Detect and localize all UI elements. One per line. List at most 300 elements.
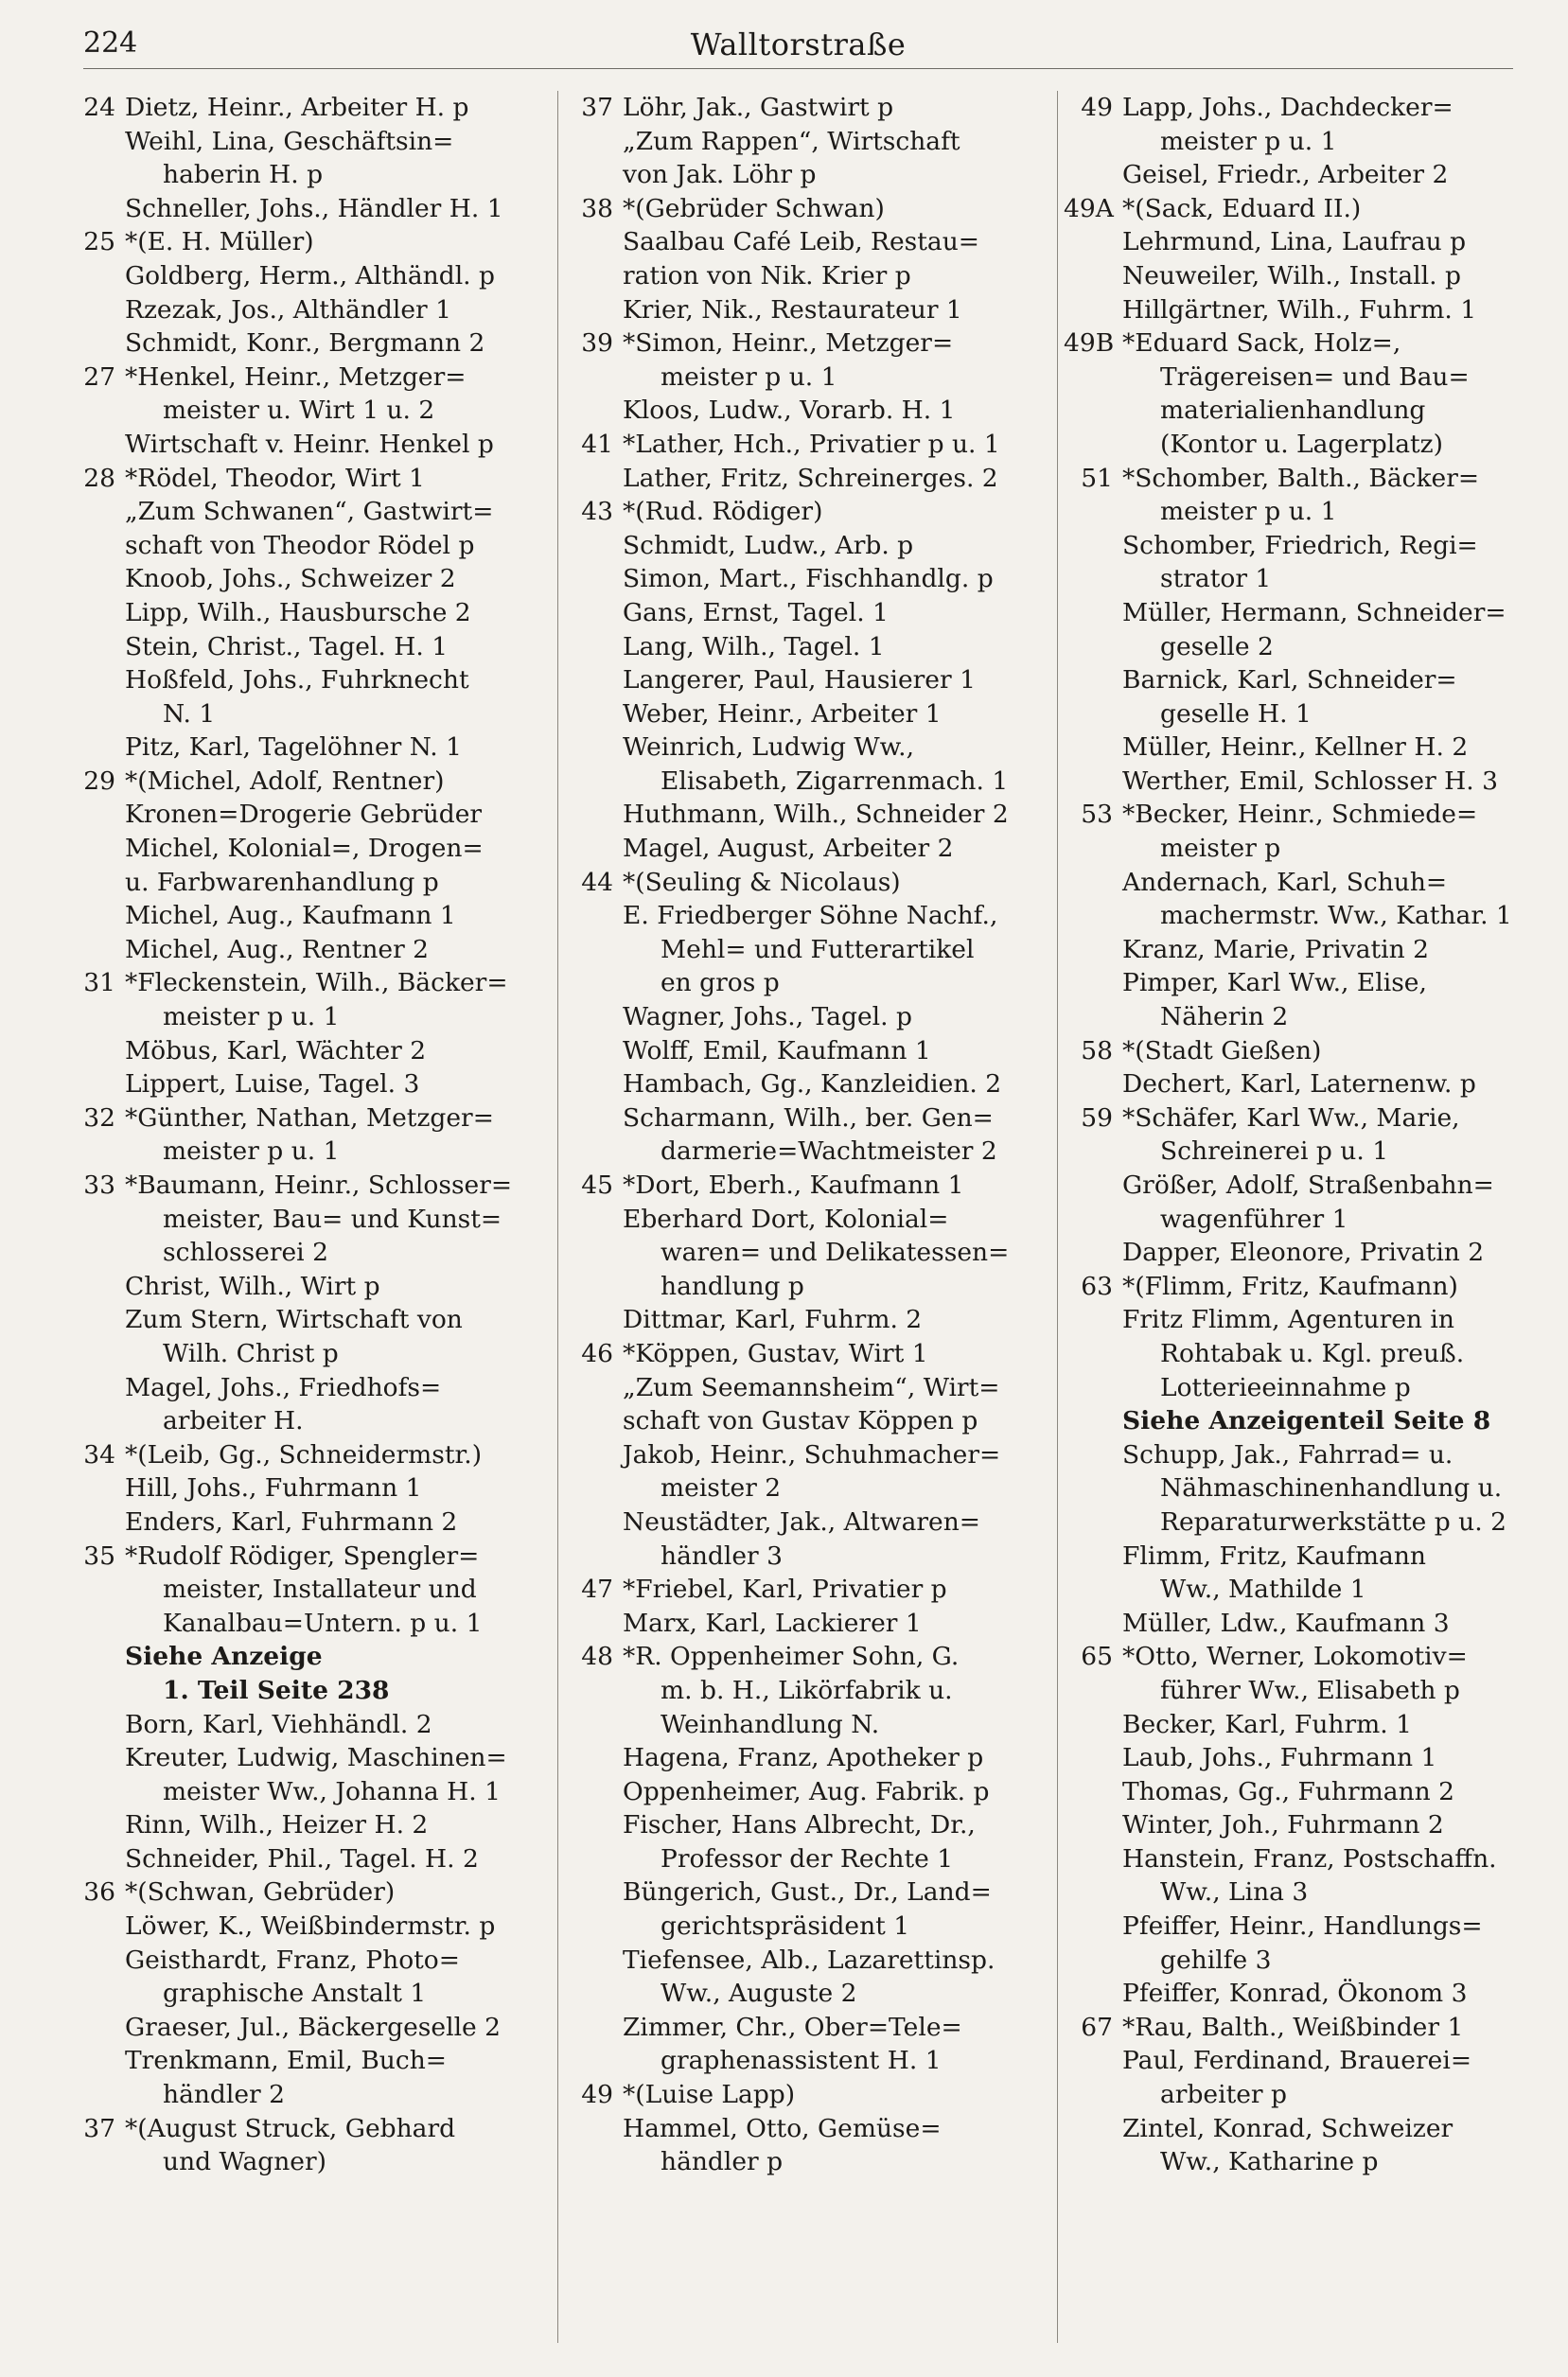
directory-line bbox=[1064, 1910, 1551, 1944]
directory-line bbox=[66, 1607, 551, 1641]
directory-line bbox=[66, 1236, 551, 1270]
entry-text: Michel, Aug., Kaufmann 1 bbox=[125, 901, 456, 931]
house-number-entry bbox=[564, 2078, 1051, 2112]
directory-line bbox=[1064, 1505, 1551, 1540]
directory-line bbox=[564, 1404, 1051, 1438]
house-number: 25 bbox=[83, 227, 115, 257]
house-number-entry bbox=[1064, 91, 1551, 125]
entry-text: geselle 2 bbox=[1160, 631, 1274, 661]
entry-text: Zimmer, Chr., Ober=Tele= bbox=[623, 2012, 962, 2042]
house-number: 41 bbox=[581, 429, 613, 459]
entry-text: Gans, Ernst, Tagel. 1 bbox=[623, 597, 889, 627]
entry-text: *Eduard Sack, Holz=, bbox=[1122, 328, 1401, 359]
entry-text: Geisel, Friedr., Arbeiter 2 bbox=[1122, 160, 1449, 190]
entry-text: *Lather, Hch., Privatier p u. 1 bbox=[623, 429, 1000, 459]
directory-line bbox=[66, 495, 551, 529]
directory-line bbox=[66, 1067, 551, 1101]
entry-text: Wagner, Johs., Tagel. p bbox=[623, 1002, 912, 1032]
entry-text: Stein, Christ., Tagel. H. 1 bbox=[125, 631, 449, 661]
entry-text: Scharmann, Wilh., ber. Gen= bbox=[623, 1102, 994, 1133]
entry-text: Trenkmann, Emil, Buch= bbox=[125, 2046, 447, 2076]
directory-line bbox=[66, 562, 551, 596]
entry-text: Schmidt, Ludw., Arb. p bbox=[623, 530, 914, 560]
directory-line bbox=[1064, 1842, 1551, 1876]
entry-text: Thomas, Gg., Fuhrmann 2 bbox=[1122, 1776, 1455, 1806]
directory-line bbox=[1064, 697, 1551, 731]
directory-line bbox=[1064, 1371, 1551, 1405]
house-number-entry bbox=[66, 1169, 551, 1203]
entry-text: Pfeiffer, Heinr., Handlungs= bbox=[1122, 1911, 1483, 1942]
entry-text: materialienhandlung bbox=[1160, 396, 1426, 426]
directory-line bbox=[564, 663, 1051, 697]
entry-text: darmerie=Wachtmeister 2 bbox=[661, 1136, 997, 1167]
house-number: 36 bbox=[83, 1877, 115, 1908]
directory-line bbox=[1064, 596, 1551, 630]
house-number: 27 bbox=[83, 361, 115, 392]
entry-text: *(Schwan, Gebrüder) bbox=[125, 1877, 396, 1908]
entry-text: Knoob, Johs., Schweizer 2 bbox=[125, 564, 456, 594]
entry-text: Siehe Anzeige bbox=[125, 1642, 323, 1672]
entry-text: meister p bbox=[1160, 834, 1281, 864]
entry-text: Geisthardt, Franz, Photo= bbox=[125, 1945, 460, 1975]
house-number-entry bbox=[66, 91, 551, 125]
entry-text: strator 1 bbox=[1160, 564, 1272, 594]
directory-line bbox=[66, 2078, 551, 2112]
entry-text: *Baumann, Heinr., Schlosser= bbox=[125, 1171, 513, 1200]
entry-text: gerichtspräsident 1 bbox=[661, 1911, 910, 1942]
entry-text: Lotterieeinnahme p bbox=[1160, 1372, 1411, 1402]
entry-text: Zintel, Konrad, Schweizer bbox=[1122, 2113, 1453, 2143]
house-number: 29 bbox=[83, 766, 115, 796]
entry-text: schlosserei 2 bbox=[163, 1238, 328, 1268]
house-number: 49A bbox=[1064, 193, 1114, 223]
directory-line bbox=[66, 1842, 551, 1876]
directory-line bbox=[66, 933, 551, 967]
house-number: 34 bbox=[83, 1439, 115, 1470]
directory-line bbox=[564, 2011, 1051, 2045]
directory-line bbox=[564, 1910, 1051, 1944]
entry-text: Fischer, Hans Albrecht, Dr., bbox=[623, 1810, 976, 1840]
house-number: 49 bbox=[1081, 93, 1113, 122]
house-number-entry bbox=[1064, 1640, 1551, 1674]
directory-line bbox=[564, 1034, 1051, 1068]
entry-text: und Wagner) bbox=[163, 2147, 326, 2177]
directory-line bbox=[564, 596, 1051, 630]
entry-text: Kanalbau=Untern. p u. 1 bbox=[163, 1608, 483, 1638]
entry-text: Eberhard Dort, Kolonial= bbox=[623, 1204, 949, 1234]
entry-text: *(Rud. Rödiger) bbox=[623, 497, 823, 527]
entry-text: Hammel, Otto, Gemüse= bbox=[623, 2113, 942, 2143]
house-number: 63 bbox=[1081, 1271, 1113, 1301]
entry-text: Huthmann, Wilh., Schneider 2 bbox=[623, 800, 1009, 830]
entry-text: Pimper, Karl Ww., Elise, bbox=[1122, 968, 1427, 998]
entry-text: *Rudolf Rödiger, Spengler= bbox=[125, 1541, 480, 1571]
entry-text: arbeiter p bbox=[1160, 2080, 1287, 2110]
entry-text: *Köppen, Gustav, Wirt 1 bbox=[623, 1338, 928, 1368]
entry-text: Weinhandlung N. bbox=[661, 1709, 880, 1739]
entry-text: Werther, Emil, Schlosser H. 3 bbox=[1122, 766, 1498, 796]
house-number-entry bbox=[564, 1169, 1051, 1203]
house-number-entry bbox=[66, 1875, 551, 1910]
directory-line bbox=[1064, 1067, 1551, 1101]
directory-line bbox=[66, 259, 551, 293]
entry-text: Müller, Heinr., Kellner H. 2 bbox=[1122, 732, 1469, 763]
directory-line bbox=[564, 1067, 1051, 1101]
directory-line bbox=[1064, 1404, 1551, 1438]
entry-text: meister u. Wirt 1 u. 2 bbox=[163, 396, 435, 426]
entry-text: Hillgärtner, Wilh., Fuhrm. 1 bbox=[1122, 294, 1477, 325]
entry-text: Dietz, Heinr., Arbeiter H. p bbox=[125, 93, 469, 122]
entry-text: Krier, Nik., Restaurateur 1 bbox=[623, 294, 962, 325]
entry-text: *R. Oppenheimer Sohn, G. bbox=[623, 1642, 960, 1672]
entry-text: en gros p bbox=[661, 968, 780, 998]
entry-text: Neustädter, Jak., Altwaren= bbox=[623, 1506, 981, 1537]
house-number-entry bbox=[66, 1438, 551, 1472]
entry-text: Wilh. Christ p bbox=[163, 1338, 339, 1368]
directory-line bbox=[66, 697, 551, 731]
entry-text: Oppenheimer, Aug. Fabrik. p bbox=[623, 1776, 990, 1806]
house-number-entry bbox=[564, 192, 1051, 226]
directory-line bbox=[66, 1775, 551, 1809]
directory-line bbox=[1064, 1471, 1551, 1505]
directory-line bbox=[1064, 495, 1551, 529]
entry-text: Nähmaschinenhandlung u. bbox=[1160, 1473, 1503, 1504]
page-number: 224 bbox=[83, 26, 138, 60]
directory-line bbox=[66, 1471, 551, 1505]
entry-text: Kronen=Drogerie Gebrüder bbox=[125, 800, 483, 830]
house-number: 46 bbox=[581, 1338, 613, 1368]
entry-text: Hagena, Franz, Apotheker p bbox=[623, 1743, 984, 1773]
entry-text: Weinrich, Ludwig Ww., bbox=[623, 732, 914, 763]
directory-line bbox=[564, 1236, 1051, 1270]
entry-text: Winter, Joh., Fuhrmann 2 bbox=[1122, 1810, 1444, 1840]
entry-text: *(Seuling & Nicolaus) bbox=[623, 867, 901, 897]
directory-line bbox=[564, 529, 1051, 563]
directory-line bbox=[1064, 1203, 1551, 1237]
entry-text: Wolff, Emil, Kaufmann 1 bbox=[623, 1035, 931, 1065]
directory-column-2 bbox=[564, 91, 1051, 2343]
directory-line bbox=[66, 1505, 551, 1540]
directory-line bbox=[1064, 259, 1551, 293]
house-number-entry bbox=[564, 428, 1051, 462]
entry-text: schaft von Gustav Köppen p bbox=[623, 1406, 978, 1436]
entry-text: graphenassistent H. 1 bbox=[661, 2046, 942, 2076]
directory-line bbox=[1064, 293, 1551, 327]
entry-text: „Zum Seemannsheim“, Wirt= bbox=[623, 1372, 1000, 1402]
entry-text: Neuweiler, Wilh., Install. p bbox=[1122, 260, 1461, 291]
entry-text: Professor der Rechte 1 bbox=[661, 1843, 954, 1874]
entry-text: Näherin 2 bbox=[1160, 1002, 1289, 1032]
directory-line bbox=[1064, 1540, 1551, 1574]
entry-text: Michel, Kolonial=, Drogen= bbox=[125, 834, 484, 864]
entry-text: „Zum Schwanen“, Gastwirt= bbox=[125, 497, 494, 527]
directory-line bbox=[1064, 832, 1551, 866]
directory-line bbox=[1064, 1000, 1551, 1034]
house-number-entry bbox=[564, 866, 1051, 900]
directory-line bbox=[564, 1438, 1051, 1472]
directory-line bbox=[1064, 1944, 1551, 1978]
directory-line bbox=[564, 832, 1051, 866]
entry-text: machermstr. Ww., Kathar. 1 bbox=[1160, 901, 1512, 931]
directory-line bbox=[564, 731, 1051, 765]
directory-line bbox=[1064, 1303, 1551, 1337]
entry-text: Born, Karl, Viehhändl. 2 bbox=[125, 1709, 432, 1739]
directory-line bbox=[564, 1135, 1051, 1169]
entry-text: Andernach, Karl, Schuh= bbox=[1122, 867, 1448, 897]
house-number: 37 bbox=[83, 2113, 115, 2143]
entry-text: Dittmar, Karl, Fuhrm. 2 bbox=[623, 1305, 923, 1335]
entry-text: Schomber, Friedrich, Regi= bbox=[1122, 530, 1478, 560]
directory-line bbox=[66, 326, 551, 361]
house-number-entry bbox=[1064, 1101, 1551, 1136]
house-number-entry bbox=[66, 765, 551, 799]
directory-line bbox=[564, 1674, 1051, 1708]
directory-line bbox=[1064, 2145, 1551, 2179]
entry-text: Möbus, Karl, Wächter 2 bbox=[125, 1035, 427, 1065]
directory-line bbox=[1064, 1775, 1551, 1809]
directory-line bbox=[66, 2011, 551, 2045]
entry-text: arbeiter H. bbox=[163, 1406, 304, 1436]
directory-line bbox=[564, 1000, 1051, 1034]
directory-line bbox=[66, 1808, 551, 1842]
entry-text: Lipp, Wilh., Hausbursche 2 bbox=[125, 597, 471, 627]
entry-text: u. Farbwarenhandlung p bbox=[125, 867, 439, 897]
entry-text: Hambach, Gg., Kanzleidien. 2 bbox=[623, 1069, 1002, 1100]
directory-line bbox=[1064, 1708, 1551, 1742]
directory-line bbox=[66, 192, 551, 226]
entry-text: Pitz, Karl, Tagelöhner N. 1 bbox=[125, 732, 462, 763]
directory-line bbox=[564, 1842, 1051, 1876]
entry-text: Kranz, Marie, Privatin 2 bbox=[1122, 934, 1429, 964]
directory-line bbox=[66, 798, 551, 832]
entry-text: Hanstein, Franz, Postschaffn. bbox=[1122, 1843, 1497, 1874]
directory-line bbox=[1064, 966, 1551, 1000]
directory-line bbox=[564, 462, 1051, 496]
entry-text: *(Gebrüder Schwan) bbox=[623, 193, 885, 223]
house-number-entry bbox=[1064, 1270, 1551, 1304]
directory-line bbox=[66, 1640, 551, 1674]
directory-line bbox=[564, 259, 1051, 293]
entry-text: meister Ww., Johanna H. 1 bbox=[163, 1776, 501, 1806]
entry-text: ration von Nik. Krier p bbox=[623, 260, 911, 291]
directory-line bbox=[564, 1471, 1051, 1505]
directory-line bbox=[564, 1303, 1051, 1337]
house-number-entry bbox=[564, 1640, 1051, 1674]
entry-text: *(Luise Lapp) bbox=[623, 2080, 796, 2110]
entry-text: waren= und Delikatessen= bbox=[661, 1238, 1010, 1268]
entry-text: Dapper, Eleonore, Privatin 2 bbox=[1122, 1238, 1485, 1268]
directory-line bbox=[66, 1674, 551, 1708]
entry-text: Reparaturwerkstätte p u. 2 bbox=[1160, 1506, 1506, 1537]
directory-line bbox=[66, 731, 551, 765]
entry-text: Flimm, Fritz, Kaufmann bbox=[1122, 1541, 1426, 1571]
entry-text: Barnick, Karl, Schneider= bbox=[1122, 665, 1457, 695]
directory-line bbox=[66, 1741, 551, 1775]
entry-text: Weihl, Lina, Geschäftsin= bbox=[125, 126, 454, 156]
entry-text: meister p u. 1 bbox=[661, 361, 837, 392]
entry-text: *Fleckenstein, Wilh., Bäcker= bbox=[125, 968, 508, 998]
entry-text: Größer, Adolf, Straßenbahn= bbox=[1122, 1171, 1494, 1200]
house-number-entry bbox=[66, 966, 551, 1000]
directory-line bbox=[1064, 1337, 1551, 1371]
directory-line bbox=[1064, 361, 1551, 395]
directory-line bbox=[66, 1371, 551, 1405]
directory-line bbox=[564, 1741, 1051, 1775]
directory-line bbox=[564, 562, 1051, 596]
house-number: 33 bbox=[83, 1171, 115, 1200]
house-number: 45 bbox=[581, 1171, 613, 1200]
house-number: 35 bbox=[83, 1541, 115, 1571]
entry-text: Magel, August, Arbeiter 2 bbox=[623, 834, 954, 864]
directory-line bbox=[564, 394, 1051, 428]
entry-text: Michel, Aug., Rentner 2 bbox=[125, 934, 430, 964]
directory-line bbox=[66, 158, 551, 192]
house-number: 28 bbox=[83, 463, 115, 493]
entry-text: Trägereisen= und Bau= bbox=[1160, 361, 1470, 392]
house-number: 49 bbox=[581, 2080, 613, 2110]
entry-text: *(Sack, Eduard II.) bbox=[1122, 193, 1362, 223]
directory-line bbox=[564, 158, 1051, 192]
entry-text: meister, Bau= und Kunst= bbox=[163, 1204, 502, 1234]
entry-text: Laub, Johs., Fuhrmann 1 bbox=[1122, 1743, 1437, 1773]
directory-line bbox=[66, 596, 551, 630]
entry-text: *Günther, Nathan, Metzger= bbox=[125, 1102, 494, 1133]
house-number-entry bbox=[1064, 326, 1551, 361]
entry-text: *(Flimm, Fritz, Kaufmann) bbox=[1122, 1271, 1458, 1301]
entry-text: „Zum Rappen“, Wirtschaft bbox=[623, 126, 960, 156]
entry-text: Löwer, K., Weißbindermstr. p bbox=[125, 1911, 496, 1942]
house-number-entry bbox=[66, 361, 551, 395]
entry-text: *(Leib, Gg., Schneidermstr.) bbox=[125, 1439, 483, 1470]
house-number: 48 bbox=[581, 1642, 613, 1672]
entry-text: Rzezak, Jos., Althändler 1 bbox=[125, 294, 451, 325]
directory-line bbox=[1064, 933, 1551, 967]
house-number: 38 bbox=[581, 193, 613, 223]
entry-text: Siehe Anzeigenteil Seite 8 bbox=[1122, 1406, 1491, 1436]
directory-line bbox=[66, 293, 551, 327]
house-number: 65 bbox=[1081, 1642, 1113, 1672]
directory-line bbox=[1064, 1741, 1551, 1775]
entry-text: Hoßfeld, Johs., Fuhrknecht bbox=[125, 665, 469, 695]
entry-text: Fritz Flimm, Agenturen in bbox=[1122, 1305, 1454, 1335]
directory-line bbox=[1064, 731, 1551, 765]
directory-line bbox=[1064, 2078, 1551, 2112]
house-number-entry bbox=[1064, 462, 1551, 496]
entry-text: gehilfe 3 bbox=[1160, 1945, 1272, 1975]
directory-line bbox=[1064, 1875, 1551, 1910]
directory-line bbox=[66, 1708, 551, 1742]
directory-line bbox=[564, 1944, 1051, 1978]
house-number-entry bbox=[66, 462, 551, 496]
directory-line bbox=[66, 1977, 551, 2011]
directory-line bbox=[1064, 1169, 1551, 1203]
entry-text: *Rödel, Theodor, Wirt 1 bbox=[125, 463, 425, 493]
directory-line bbox=[564, 293, 1051, 327]
entry-text: Lapp, Johs., Dachdecker= bbox=[1122, 93, 1453, 122]
directory-line bbox=[66, 125, 551, 159]
house-number: 31 bbox=[83, 968, 115, 998]
directory-line bbox=[1064, 1573, 1551, 1607]
directory-line bbox=[1064, 428, 1551, 462]
directory-line bbox=[1064, 765, 1551, 799]
directory-line bbox=[66, 1944, 551, 1978]
entry-text: schaft von Theodor Rödel p bbox=[125, 530, 475, 560]
column-divider bbox=[1057, 91, 1058, 2343]
entry-text: Ww., Katharine p bbox=[1160, 2147, 1379, 2177]
directory-line bbox=[1064, 2112, 1551, 2146]
directory-line bbox=[66, 428, 551, 462]
house-number: 24 bbox=[83, 93, 115, 122]
house-number: 53 bbox=[1081, 800, 1113, 830]
directory-line bbox=[564, 1607, 1051, 1641]
house-number: 47 bbox=[581, 1575, 613, 1605]
directory-line bbox=[1064, 1607, 1551, 1641]
directory-line bbox=[1064, 1674, 1551, 1708]
house-number-entry bbox=[1064, 798, 1551, 832]
directory-line bbox=[66, 832, 551, 866]
directory-line bbox=[1064, 1135, 1551, 1169]
entry-text: *Henkel, Heinr., Metzger= bbox=[125, 361, 467, 392]
directory-line bbox=[1064, 225, 1551, 259]
street-name-heading: Walltorstraße bbox=[690, 26, 907, 62]
entry-text: meister p u. 1 bbox=[163, 1136, 340, 1167]
entry-text: Saalbau Café Leib, Restau= bbox=[623, 227, 979, 257]
directory-line bbox=[1064, 663, 1551, 697]
entry-text: meister p u. 1 bbox=[1160, 126, 1337, 156]
house-number-entry bbox=[66, 2112, 551, 2146]
entry-text: Schreinerei p u. 1 bbox=[1160, 1136, 1389, 1167]
house-number-entry bbox=[1064, 192, 1551, 226]
entry-text: *Otto, Werner, Lokomotiv= bbox=[1122, 1642, 1468, 1672]
house-number: 49B bbox=[1064, 328, 1115, 359]
entry-text: Rinn, Wilh., Heizer H. 2 bbox=[125, 1810, 429, 1840]
house-number-entry bbox=[564, 1573, 1051, 1607]
entry-text: Enders, Karl, Fuhrmann 2 bbox=[125, 1506, 458, 1537]
entry-text: Hill, Johs., Fuhrmann 1 bbox=[125, 1473, 422, 1504]
directory-line bbox=[564, 225, 1051, 259]
house-number-entry bbox=[1064, 2011, 1551, 2045]
entry-text: Rohtabak u. Kgl. preuß. bbox=[1160, 1338, 1465, 1368]
directory-line bbox=[564, 1977, 1051, 2011]
entry-text: Kreuter, Ludwig, Maschinen= bbox=[125, 1743, 507, 1773]
house-number-entry bbox=[66, 1540, 551, 1574]
directory-line bbox=[1064, 866, 1551, 900]
page-header bbox=[83, 21, 1513, 69]
directory-line bbox=[564, 1270, 1051, 1304]
house-number-entry bbox=[66, 1101, 551, 1136]
entry-text: Paul, Ferdinand, Brauerei= bbox=[1122, 2046, 1472, 2076]
house-number-entry bbox=[1064, 1034, 1551, 1068]
directory-line bbox=[66, 1404, 551, 1438]
directory-column-1 bbox=[66, 91, 551, 2343]
entry-text: *(Michel, Adolf, Rentner) bbox=[125, 766, 445, 796]
house-number: 51 bbox=[1081, 463, 1113, 493]
entry-text: Lehrmund, Lina, Laufrau p bbox=[1122, 227, 1467, 257]
house-number-entry bbox=[564, 326, 1051, 361]
entry-text: Ww., Lina 3 bbox=[1160, 1877, 1309, 1908]
entry-text: Graeser, Jul., Bäckergeselle 2 bbox=[125, 2012, 502, 2042]
directory-line bbox=[564, 933, 1051, 967]
entry-text: Lang, Wilh., Tagel. 1 bbox=[623, 631, 885, 661]
entry-text: Schneider, Phil., Tagel. H. 2 bbox=[125, 1843, 479, 1874]
directory-line bbox=[564, 2044, 1051, 2078]
entry-text: graphische Anstalt 1 bbox=[163, 1979, 427, 2009]
entry-text: geselle H. 1 bbox=[1160, 698, 1312, 729]
entry-text: Pfeiffer, Konrad, Ökonom 3 bbox=[1122, 1979, 1468, 2009]
directory-line bbox=[564, 1505, 1051, 1540]
directory-line bbox=[564, 697, 1051, 731]
directory-line bbox=[564, 125, 1051, 159]
